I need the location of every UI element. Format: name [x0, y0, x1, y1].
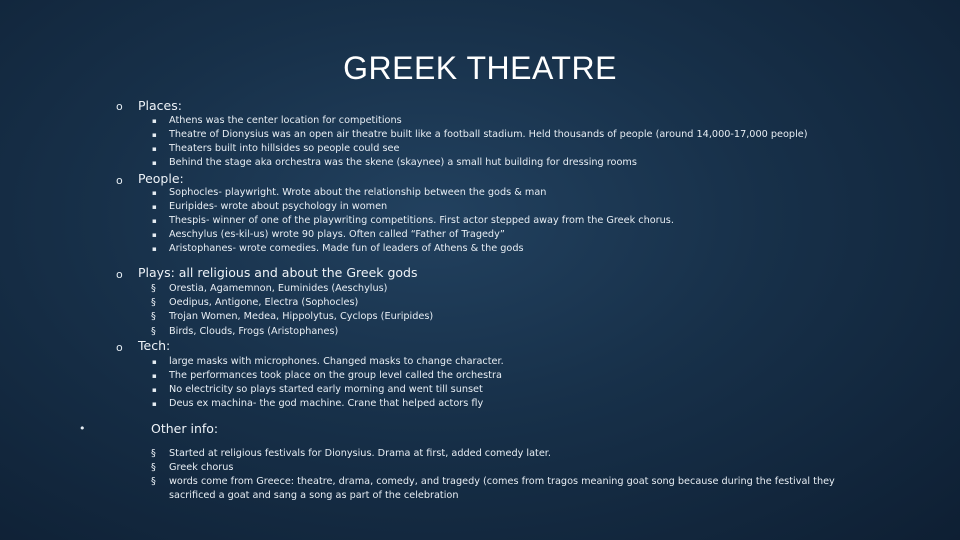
list-item: Started at religious festivals for Dionysius. Drama at first, added comedy later.	[169, 448, 551, 459]
list-item: Aeschylus (es-kil-us) wrote 90 plays. Often called “Father of Tragedy”	[169, 229, 505, 240]
arrow-bullet-icon: §	[151, 297, 156, 308]
square-bullet-icon: ▪	[152, 372, 157, 380]
square-bullet-icon: ▪	[152, 217, 157, 225]
section-heading-other: Other info:	[151, 421, 219, 436]
list-item: large masks with microphones. Changed masks to change character.	[169, 356, 504, 367]
arrow-bullet-icon: §	[151, 283, 156, 294]
square-bullet-icon: ▪	[152, 159, 157, 167]
section-heading-places: Places:	[138, 98, 182, 113]
square-bullet-icon: ▪	[152, 231, 157, 239]
list-item: Trojan Women, Medea, Hippolytus, Cyclops (Euripides)	[169, 311, 434, 322]
square-bullet-icon: ▪	[152, 189, 157, 197]
square-bullet-icon: ▪	[152, 117, 157, 125]
square-bullet-icon: ▪	[152, 400, 157, 408]
list-item: Euripides- wrote about psychology in women	[169, 201, 388, 212]
square-bullet-icon: ▪	[152, 386, 157, 394]
list-item: Behind the stage aka orchestra was the skene (skaynee) a small hut building for dressing rooms	[169, 157, 637, 168]
list-item: Orestia, Agamemnon, Euminides (Aeschylus)	[169, 283, 388, 294]
square-bullet-icon: ▪	[152, 245, 157, 253]
list-item: Aristophanes- wrote comedies. Made fun of leaders of Athens & the gods	[169, 243, 524, 254]
square-bullet-icon: ▪	[152, 145, 157, 153]
square-bullet-icon: ▪	[152, 203, 157, 211]
square-bullet-icon: ▪	[152, 358, 157, 366]
bullet-icon: •	[79, 422, 86, 435]
circle-bullet-icon: o	[116, 268, 123, 281]
list-item: words come from Greece: theatre, drama, comedy, and tragedy (comes from tragos meaning goat song because during the festival they	[169, 476, 835, 487]
arrow-bullet-icon: §	[151, 448, 156, 459]
list-item: The performances took place on the group level called the orchestra	[169, 370, 502, 381]
section-heading-plays: Plays: all religious and about the Greek gods	[138, 265, 418, 280]
list-item: Theaters built into hillsides so people could see	[169, 143, 400, 154]
square-bullet-icon: ▪	[152, 131, 157, 139]
list-item: Athens was the center location for competitions	[169, 115, 402, 126]
circle-bullet-icon: o	[116, 341, 123, 354]
list-item: Thespis- winner of one of the playwriting competitions. First actor stepped away from the Greek chorus.	[169, 215, 674, 226]
list-item: Sophocles- playwright. Wrote about the relationship between the gods & man	[169, 187, 547, 198]
arrow-bullet-icon: §	[151, 311, 156, 322]
list-item: No electricity so plays started early morning and went till sunset	[169, 384, 483, 395]
circle-bullet-icon: o	[116, 100, 123, 113]
slide-title: GREEK THEATRE	[343, 50, 617, 86]
list-item: Deus ex machina- the god machine. Crane that helped actors fly	[169, 398, 484, 409]
section-heading-people: People:	[138, 171, 184, 186]
arrow-bullet-icon: §	[151, 462, 156, 473]
list-item: Theatre of Dionysius was an open air theatre built like a football stadium. Held thousands of people (around 14,000-17,000 people)	[169, 129, 808, 140]
arrow-bullet-icon: §	[151, 476, 156, 487]
list-item-continuation: sacrificed a goat and sang a song as part of the celebration	[169, 490, 459, 501]
section-heading-tech: Tech:	[138, 338, 171, 353]
circle-bullet-icon: o	[116, 174, 123, 187]
arrow-bullet-icon: §	[151, 326, 156, 337]
list-item: Greek chorus	[169, 462, 234, 473]
list-item: Oedipus, Antigone, Electra (Sophocles)	[169, 297, 359, 308]
list-item: Birds, Clouds, Frogs (Aristophanes)	[169, 326, 339, 337]
